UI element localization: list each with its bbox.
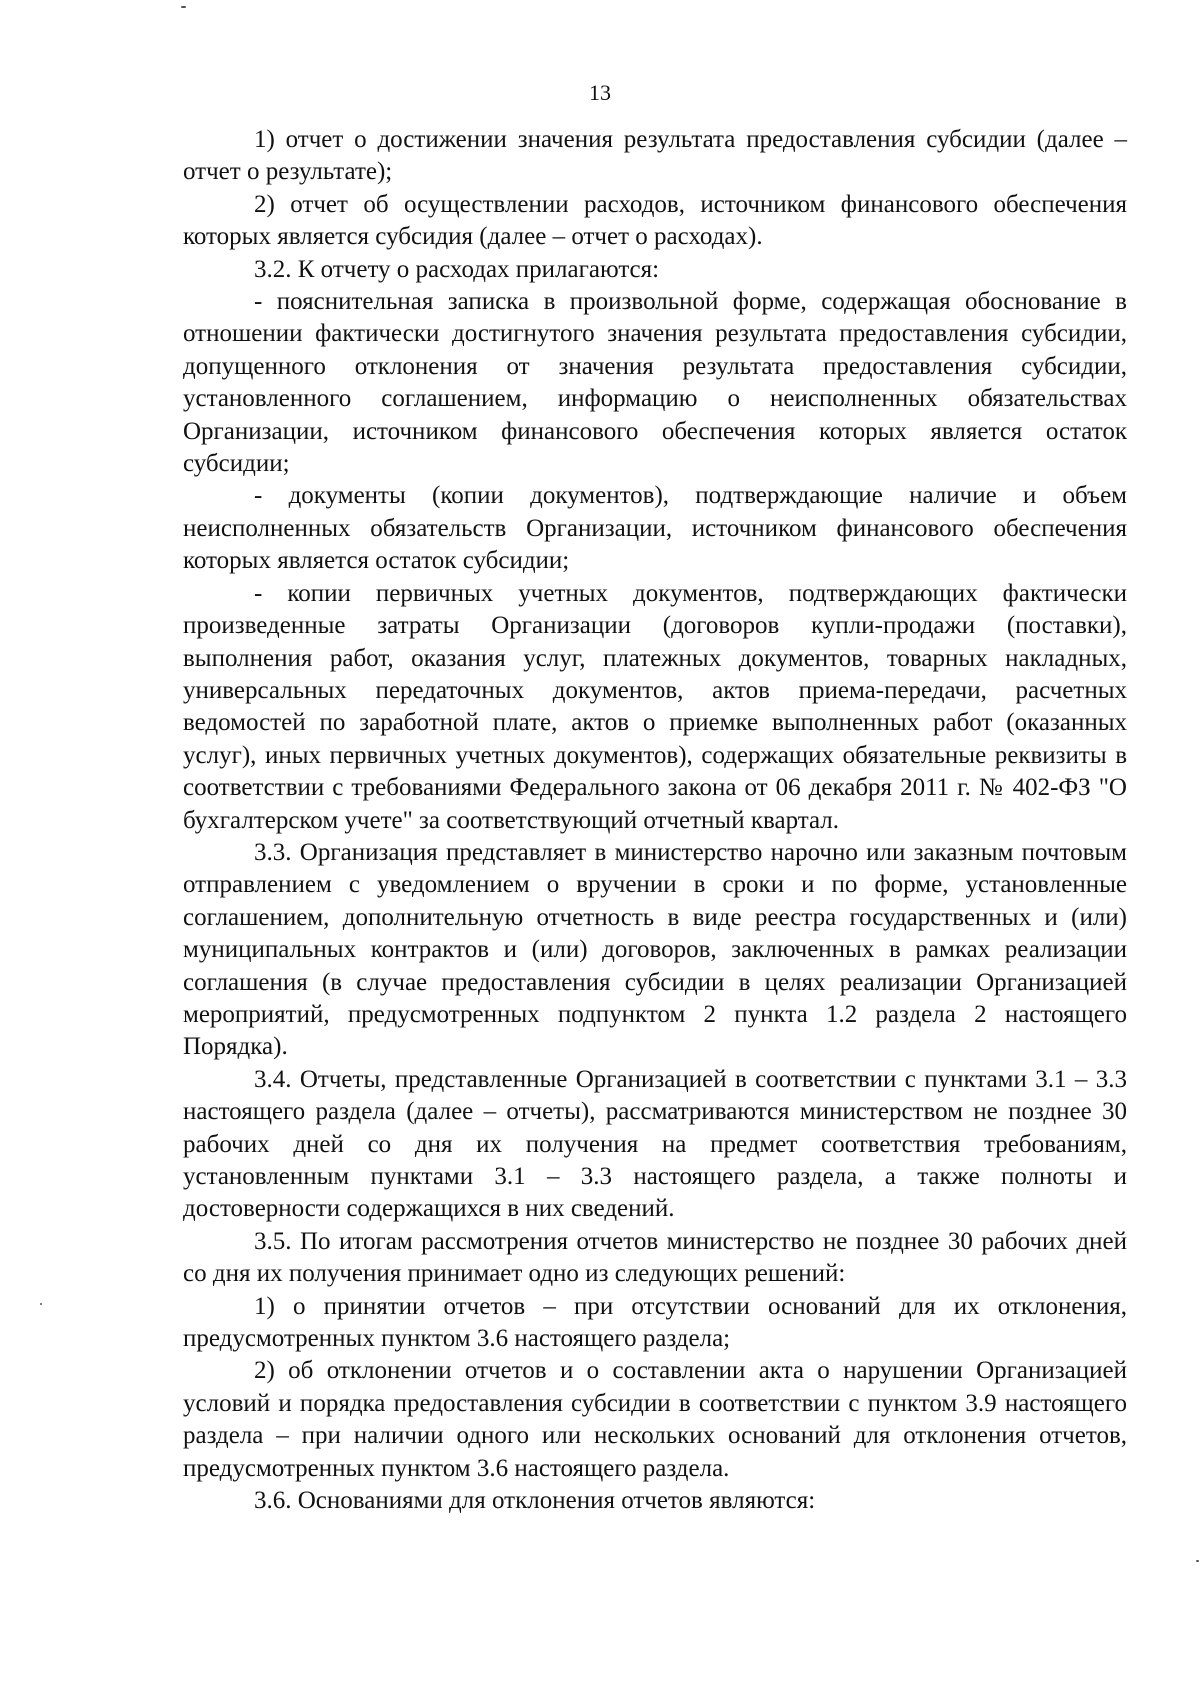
paragraph-decision-reject: 2) об отклонении отчетов и о составлении акта о нарушении Организацией условий и порядка предоставления субсидии в соответствии с пунктом 3.9 настоящего раздела – при наличии одного или нескольких оснований для отклонения отчетов, предусмотренных пунктом 3.6 настоящего раздела. [183,1357,1127,1482]
paragraph-3-3: 3.3. Организация представляет в министерство нарочно или заказным почтовым отправлением с уведомлением о вручении в сроки и по форме, установленные соглашением, дополнительную отчетность в виде реестра государственных и (или) муниципальных контрактов и (или) договоров, заключенных в рамках реализации соглашения (в случае предоставления субсидии в целях реализации Организацией мероприятий, предусмотренных подпунктом 2 пункта 1.2 раздела 2 настоящего Порядка). [183,838,1127,1061]
paragraph-documents: - документы (копии документов), подтверждающие наличие и объем неисполненных обязательств Организации, источником финансового обеспечения которых является остаток субсидии; [183,482,1127,575]
paragraph-3-5: 3.5. По итогам рассмотрения отчетов министерство не позднее 30 рабочих дней со дня их получения принимает одно из следующих решений: [183,1227,1127,1288]
paragraph-decision-accept: 1) о принятии отчетов – при отсутствии оснований для их отклонения, предусмотренных пунктом 3.6 настоящего раздела; [183,1292,1127,1353]
paragraph-report-expenses: 2) отчет об осуществлении расходов, источником финансового обеспечения которых является субсидия (далее – отчет о расходах). [183,190,1127,251]
paragraph-primary-documents: - копии первичных учетных документов, подтверждающих фактически произведенные затраты Организации (договоров купли-продажи (поставки), выполнения работ, оказания услуг, платежных документов, товарных накладных, универсальных передаточных документов, актов приема-передачи, расчетных ведомостей по заработной плате, актов о приемке выполненных работ (оказанных услуг), иных первичных учетных документов), содержащих обязательные реквизиты в соответствии с требованиями Федерального закона от 06 декабря 2011 г. № 402-ФЗ "О бухгалтерском учете" за соответствующий отчетный квартал. [183,579,1127,834]
scan-speck [1196,1560,1199,1562]
scan-speck [40,1303,42,1305]
paragraph-explanatory-note: - пояснительная записка в произвольной форме, содержащая обоснование в отношении фактически достигнутого значения результата предоставления субсидии, допущенного отклонения от значения результата предоставления субсидии, установленного соглашением, информацию о неисполненных обязательствах Организации, источником финансового обеспечения которых является остаток субсидии; [183,288,1127,478]
paragraph-3-6: 3.6. Основаниями для отклонения отчетов являются: [254,1487,816,1515]
document-body [183,124,1127,1517]
paragraph-3-4: 3.4. Отчеты, представленные Организацией в соответствии с пунктами 3.1 – 3.3 настоящего раздела (далее – отчеты), рассматриваются министерством не позднее 30 рабочих дней со дня их получения на предмет соответствия требованиям, установленным пунктами 3.1 – 3.3 настоящего раздела, а также полноты и достоверности содержащихся в них сведений. [183,1065,1127,1223]
scan-speck [181,6,186,8]
paragraph-report-result: 1) отчет о достижении значения результата предоставления субсидии (далее – отчет о результате); [183,126,1127,186]
page-number: 13 [589,80,611,105]
paragraph-3-2: 3.2. К отчету о расходах прилагаются: [254,255,660,283]
